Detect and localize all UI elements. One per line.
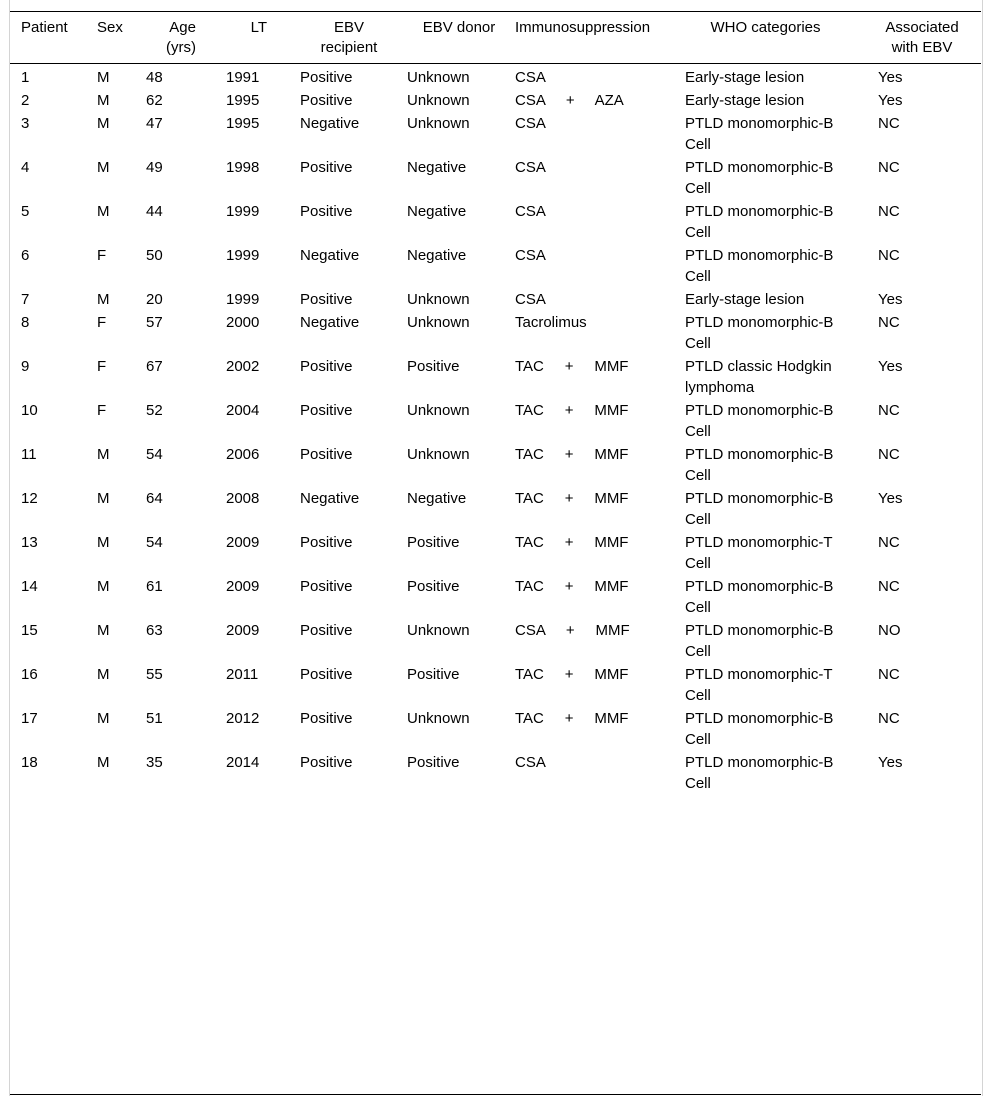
cell-immunosuppression: TAC + MMF [515,578,629,595]
cell-ebv-donor: Unknown [407,92,470,109]
cell-ebv-donor: Unknown [407,291,470,308]
cell-age: 55 [146,666,163,683]
table-body [10,64,981,798]
cell-patient: 16 [21,666,38,683]
cell-age: 20 [146,291,163,308]
cell-ebv-donor: Unknown [407,710,470,727]
cell-associated-ebv: NC [878,159,900,176]
cell-sex: M [97,578,110,595]
table-row [10,750,981,797]
cell-sex: F [97,402,107,419]
cell-lt: 2002 [226,358,260,375]
who-category-text: Early-stage lesion [685,92,805,109]
cell-associated-ebv: Yes [878,69,903,86]
cell-sex: M [97,666,110,683]
cell-age: 64 [146,490,163,507]
cell-immunosuppression: TAC + MMF [515,358,629,375]
cell-lt: 1995 [226,115,260,132]
cell-associated-ebv: Yes [878,358,903,375]
table-row [10,486,981,530]
table-row [10,111,981,155]
cell-associated-ebv: NO [878,622,901,639]
who-category-text: PTLD monomorphic-B Cell [685,754,834,792]
cell-immunosuppression: CSA [515,115,546,132]
cell-ebv-recipient: Negative [300,247,360,264]
cell-patient: 10 [21,402,38,419]
header-ebv-recipient-text: EBV recipient [320,19,378,56]
cell-immunosuppression: CSA [515,203,546,220]
cell-patient: 15 [21,622,38,639]
cell-patient: 17 [21,710,38,727]
cell-who-category [683,111,868,155]
cell-patient: 6 [21,247,30,264]
who-category-text: PTLD monomorphic-B Cell [685,115,834,153]
cell-patient: 5 [21,203,30,220]
who-category-text: Early-stage lesion [685,291,805,308]
cell-lt: 2008 [226,490,260,507]
table-row [10,398,981,442]
who-category-text: PTLD monomorphic-B Cell [685,314,834,352]
cell-who-category [683,750,868,797]
cell-ebv-recipient: Positive [300,159,353,176]
cell-sex: F [97,314,107,331]
cell-age: 54 [146,446,163,463]
who-category-text: PTLD monomorphic-B Cell [685,490,834,528]
cell-associated-ebv: NC [878,203,900,220]
cell-age: 50 [146,247,163,264]
cell-who-category [683,354,868,398]
cell-patient: 8 [21,314,30,331]
cell-ebv-recipient: Positive [300,203,353,220]
cell-patient: 4 [21,159,30,176]
cell-ebv-donor: Positive [407,534,460,551]
cell-associated-ebv: NC [878,710,900,727]
who-category-text: PTLD monomorphic-B Cell [685,159,834,197]
who-category-text: PTLD monomorphic-B Cell [685,203,834,241]
cell-patient: 11 [21,446,37,463]
cell-sex: F [97,247,107,264]
cell-patient: 12 [21,490,38,507]
cell-lt: 2014 [226,754,260,771]
cell-lt: 2009 [226,578,260,595]
cell-age: 51 [146,710,163,727]
cell-who-category [683,442,868,486]
cell-associated-ebv: NC [878,446,900,463]
table-row [10,706,981,750]
table-row [10,662,981,706]
cell-ebv-donor: Unknown [407,115,470,132]
cell-who-category [683,530,868,574]
cell-ebv-recipient: Positive [300,754,353,771]
cell-immunosuppression: CSA [515,247,546,264]
table-row [10,310,981,354]
cell-ebv-donor: Negative [407,247,467,264]
cell-immunosuppression: CSA [515,159,546,176]
who-category-text: PTLD monomorphic-T Cell [685,534,833,572]
cell-associated-ebv: NC [878,115,900,132]
table-row [10,574,981,618]
cell-who-category [683,486,868,530]
cell-lt: 2000 [226,314,260,331]
who-category-text: Early-stage lesion [685,69,805,86]
cell-ebv-donor: Positive [407,754,460,771]
cell-ebv-recipient: Positive [300,666,353,683]
cell-age: 54 [146,534,163,551]
table-row [10,64,981,89]
cell-who-category [683,199,868,243]
cell-ebv-recipient: Positive [300,578,353,595]
cell-who-category [683,287,868,310]
cell-ebv-recipient: Negative [300,314,360,331]
table-row [10,354,981,398]
header-sex: Sex [97,19,123,36]
cell-associated-ebv: NC [878,578,900,595]
cell-associated-ebv: Yes [878,754,903,771]
cell-who-category [683,64,868,89]
cell-age: 35 [146,754,163,771]
cell-who-category [683,310,868,354]
cell-age: 47 [146,115,163,132]
cell-patient: 9 [21,358,30,375]
cell-lt: 2011 [226,666,259,683]
cell-patient: 3 [21,115,30,132]
cell-immunosuppression: CSA [515,291,546,308]
cell-associated-ebv: Yes [878,291,903,308]
cell-associated-ebv: Yes [878,490,903,507]
header-age [142,12,215,64]
cell-associated-ebv: NC [878,402,900,419]
header-age-text: Age (yrs) [166,19,196,56]
cell-ebv-donor: Negative [407,159,467,176]
cell-sex: M [97,622,110,639]
cell-who-category [683,155,868,199]
cell-lt: 2006 [226,446,260,463]
cell-ebv-recipient: Positive [300,291,353,308]
cell-lt: 2009 [226,534,260,551]
table-row [10,199,981,243]
cell-ebv-donor: Positive [407,666,460,683]
who-category-text: PTLD monomorphic-B Cell [685,578,834,616]
cell-ebv-recipient: Positive [300,446,353,463]
ptld-patient-table [10,11,981,797]
header-associated-ebv [868,12,981,64]
cell-ebv-donor: Unknown [407,622,470,639]
cell-immunosuppression: TAC + MMF [515,710,629,727]
cell-associated-ebv: NC [878,534,900,551]
who-category-text: PTLD monomorphic-B Cell [685,710,834,748]
cell-ebv-donor: Unknown [407,314,470,331]
header-who-categories: WHO categories [710,19,821,36]
cell-sex: M [97,115,110,132]
table-bottom-rule [10,1094,981,1095]
header-lt: LT [250,19,267,36]
cell-ebv-recipient: Positive [300,534,353,551]
cell-age: 62 [146,92,163,109]
cell-patient: 13 [21,534,38,551]
cell-patient: 7 [21,291,30,308]
cell-ebv-donor: Positive [407,578,460,595]
cell-sex: M [97,159,110,176]
cell-ebv-donor: Positive [407,358,460,375]
table-header-row [10,12,981,64]
cell-lt: 1998 [226,159,260,176]
cell-lt: 2009 [226,622,260,639]
cell-immunosuppression: TAC + MMF [515,490,629,507]
header-immunosuppression: Immunosuppression [515,19,651,36]
cell-immunosuppression: TAC + MMF [515,446,629,463]
cell-ebv-recipient: Positive [300,69,353,86]
cell-ebv-donor: Unknown [407,69,470,86]
cell-immunosuppression: Tacrolimus [515,314,587,331]
cell-sex: M [97,534,110,551]
cell-ebv-donor: Unknown [407,446,470,463]
table-row [10,88,981,111]
cell-who-category [683,574,868,618]
cell-immunosuppression: CSA + MMF [515,622,630,639]
cell-ebv-recipient: Positive [300,622,353,639]
cell-sex: M [97,490,110,507]
cell-sex: M [97,203,110,220]
cell-ebv-recipient: Positive [300,358,353,375]
header-patient: Patient [21,19,68,36]
cell-associated-ebv: NC [878,247,900,264]
cell-sex: F [97,358,107,375]
cell-who-category [683,88,868,111]
header-associated-ebv-text: Associated with EBV [885,19,959,56]
cell-who-category [683,243,868,287]
who-category-text: PTLD monomorphic-B Cell [685,402,834,440]
cell-lt: 1991 [226,69,260,86]
cell-associated-ebv: NC [878,314,900,331]
cell-ebv-recipient: Negative [300,490,360,507]
cell-immunosuppression: CSA [515,754,546,771]
cell-ebv-donor: Negative [407,490,467,507]
cell-patient: 18 [21,754,38,771]
cell-sex: M [97,446,110,463]
cell-lt: 1999 [226,291,260,308]
table-row [10,618,981,662]
cell-ebv-recipient: Positive [300,402,353,419]
header-ebv-recipient [295,12,403,64]
table-row [10,243,981,287]
cell-age: 48 [146,69,163,86]
cell-patient: 2 [21,92,30,109]
cell-associated-ebv: Yes [878,92,903,109]
cell-who-category [683,398,868,442]
who-category-text: PTLD monomorphic-T Cell [685,666,833,704]
cell-ebv-recipient: Positive [300,92,353,109]
cell-associated-ebv: NC [878,666,900,683]
cell-who-category [683,618,868,662]
cell-ebv-donor: Unknown [407,402,470,419]
cell-patient: 1 [21,69,30,86]
cell-age: 52 [146,402,163,419]
cell-age: 63 [146,622,163,639]
cell-immunosuppression: TAC + MMF [515,402,629,419]
cell-sex: M [97,754,110,771]
who-category-text: PTLD monomorphic-B Cell [685,622,834,660]
cell-ebv-recipient: Negative [300,115,360,132]
cell-patient: 14 [21,578,38,595]
cell-ebv-recipient: Positive [300,710,353,727]
cell-lt: 1999 [226,203,260,220]
cell-lt: 2004 [226,402,260,419]
cell-who-category [683,706,868,750]
cell-age: 61 [146,578,163,595]
who-category-text: PTLD monomorphic-B Cell [685,446,834,484]
cell-sex: M [97,710,110,727]
cell-ebv-donor: Negative [407,203,467,220]
table-row [10,155,981,199]
cell-age: 57 [146,314,163,331]
header-ebv-donor: EBV donor [422,19,496,36]
table-row [10,442,981,486]
cell-immunosuppression: CSA + AZA [515,92,624,109]
who-category-text: PTLD classic Hodgkin lymphoma [685,358,832,396]
cell-lt: 1999 [226,247,260,264]
cell-age: 44 [146,203,163,220]
cell-lt: 1995 [226,92,260,109]
who-category-text: PTLD monomorphic-B Cell [685,247,834,285]
table-row [10,530,981,574]
cell-sex: M [97,291,110,308]
cell-immunosuppression: TAC + MMF [515,534,629,551]
cell-immunosuppression: TAC + MMF [515,666,629,683]
cell-age: 49 [146,159,163,176]
cell-age: 67 [146,358,163,375]
table-row [10,287,981,310]
cell-immunosuppression: CSA [515,69,546,86]
cell-sex: M [97,69,110,86]
cell-lt: 2012 [226,710,260,727]
cell-who-category [683,662,868,706]
cell-sex: M [97,92,110,109]
